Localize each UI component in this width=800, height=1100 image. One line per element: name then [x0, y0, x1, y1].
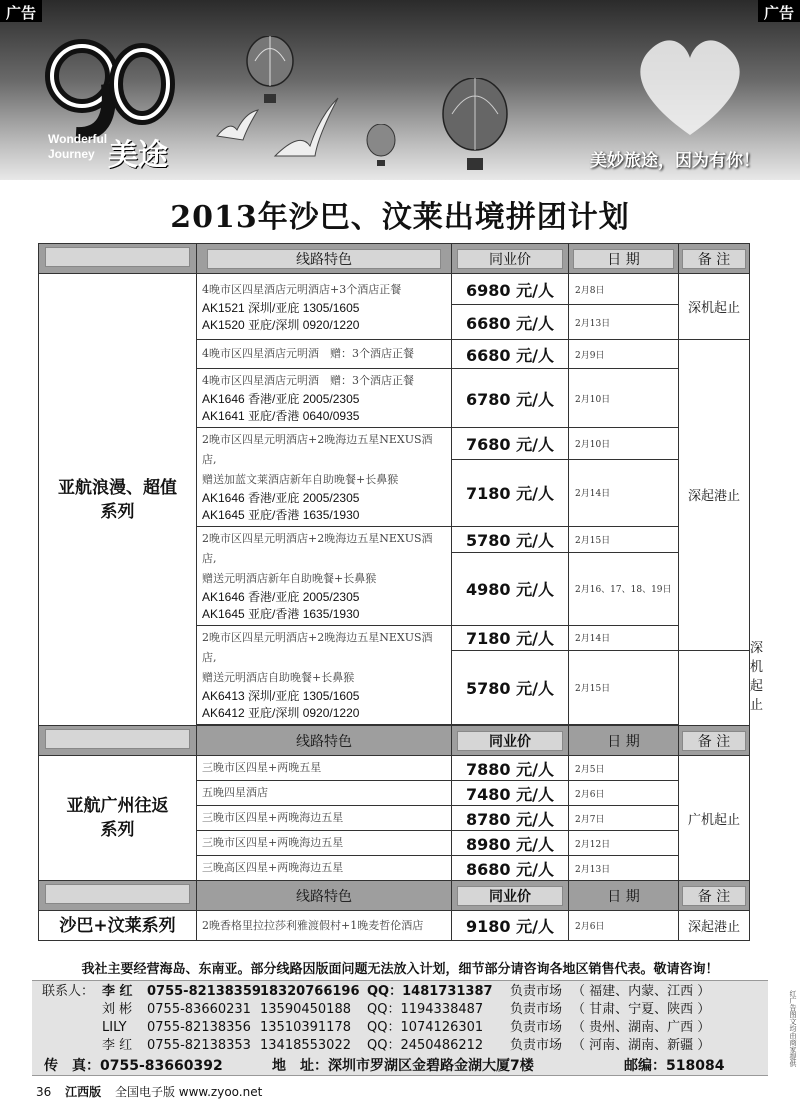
price-cell: 6780 元/人 [452, 369, 569, 428]
contact-name: 李 红 [102, 984, 133, 999]
header-route: 线路特色 [197, 244, 452, 274]
date-cell: 2月14日 [569, 459, 679, 527]
contact-row [32, 1037, 768, 1055]
contact-qq: QQ：1194338487 [367, 1002, 484, 1017]
note-cell: 广机起止 [679, 756, 750, 881]
bird-icon [215, 108, 260, 143]
tour-plan-table [38, 243, 764, 941]
date-cell: 2月8日 [569, 274, 679, 305]
contact-market: 负责市场 [510, 1020, 563, 1035]
header-blank [39, 244, 197, 274]
series-label: 亚航广州往返 系列 [39, 756, 197, 881]
table-header [39, 244, 750, 274]
price-cell: 7880 元/人 [452, 756, 569, 781]
contact-tel: 0755-82138359 [147, 984, 261, 999]
price-cell: 7180 元/人 [452, 626, 569, 651]
ad-tag-right: 广告 [758, 0, 800, 22]
balloon-icon [365, 124, 397, 168]
header-date: 日 期 [569, 881, 679, 911]
price-cell: 7180 元/人 [452, 459, 569, 527]
contact-region: （ 河南、湖南、新疆 ） [572, 1038, 711, 1053]
page-footer [36, 1083, 272, 1100]
price-cell: 8780 元/人 [452, 806, 569, 831]
date-cell: 2月7日 [569, 806, 679, 831]
edition-label: 江西版 [65, 1085, 102, 1099]
page-number: 36 [36, 1085, 52, 1099]
route-cell: 4晚市区四星酒店元明酒 赠：3个酒店正餐 [197, 340, 452, 369]
contact-region: （ 贵州、湖南、广西 ） [572, 1020, 711, 1035]
route-cell: 三晚市区四星+两晚五星 [197, 756, 452, 781]
balloon-icon [440, 78, 510, 173]
contact-mobile: 13510391178 [260, 1020, 351, 1035]
logo-english: Wonderful Journey [48, 132, 108, 161]
date-cell: 2月15日 [569, 527, 679, 553]
price-cell: 7480 元/人 [452, 781, 569, 806]
contact-qq: QQ：1074126301 [367, 1020, 484, 1035]
ad-banner [0, 0, 800, 180]
contact-mobile: 13590450188 [260, 1002, 351, 1017]
contact-tel: 0755-82138353 [147, 1038, 251, 1053]
contact-market: 负责市场 [510, 984, 563, 999]
contact-name: 李 红 [102, 1038, 133, 1053]
date-cell: 2月13日 [569, 305, 679, 340]
route-cell: 2晚香格里拉拉莎利雅渡假村+1晚麦哲伦酒店 [197, 911, 452, 941]
contact-region: （ 甘肃、宁夏、陕西 ） [572, 1002, 711, 1017]
header-price: 同业价 [452, 726, 569, 756]
contact-box [32, 980, 768, 1076]
contact-name: LILY [102, 1020, 127, 1035]
route-cell: 4晚市区四星酒店元明酒 赠：3个酒店正餐 AK1646 香港/亚庇 2005/2305 AK1641 亚庇/香港 0640/0935 [197, 369, 452, 428]
header-blank [39, 881, 197, 911]
date-cell: 2月9日 [569, 340, 679, 369]
price-cell: 4980 元/人 [452, 552, 569, 625]
route-cell: 三晚市区四星+两晚海边五星 [197, 831, 452, 856]
contact-qq: QQ：2450486212 [367, 1038, 484, 1053]
contact-qq: QQ：1481731387 [367, 984, 493, 999]
date-cell: 2月14日 [569, 626, 679, 651]
fax-number: 传 真：0755-83660392 [44, 1058, 223, 1074]
bird-icon [270, 96, 340, 166]
table-row [39, 756, 750, 781]
route-cell: 2晚市区四星元明酒店+2晚海边五星NEXUS酒店, 赠送加蓝文莱酒店新年自助晚餐+长鼻猴 AK1646 香港/亚庇 2005/2305 AK1645 亚庇/香港 1635/1930 [197, 428, 452, 527]
price-cell: 6680 元/人 [452, 340, 569, 369]
header-note: 备 注 [679, 726, 750, 756]
contact-row [32, 1019, 768, 1037]
price-cell: 5780 元/人 [452, 650, 569, 724]
page-title: 2013年沙巴、汶莱出境拼团计划 [170, 200, 630, 235]
header-date: 日 期 [569, 244, 679, 274]
price-cell: 6680 元/人 [452, 305, 569, 340]
series-label: 亚航浪漫、超值 系列 [39, 274, 197, 726]
contact-market: 负责市场 [510, 1038, 563, 1053]
table-row [39, 274, 750, 305]
header-blank [39, 726, 197, 756]
table-row: 2晚市区四星元明酒店+2晚海边五星NEXUS酒店, 赠送元明酒店自助晚餐+长鼻猴 AK6413 深圳/亚庇 1305/1605 AK6412 亚庇/深圳 0920/1220 7180 元/人 2月14日 深机起止 [39, 626, 750, 651]
table-header [39, 881, 750, 911]
header-price: 同业价 [452, 244, 569, 274]
logo-chinese: 美途 [108, 138, 168, 173]
price-cell: 9180 元/人 [452, 911, 569, 941]
postcode: 邮编：518084 [624, 1058, 725, 1074]
header-price: 同业价 [452, 881, 569, 911]
date-cell: 2月10日 [569, 369, 679, 428]
price-cell: 6980 元/人 [452, 274, 569, 305]
date-cell: 2月10日 [569, 428, 679, 460]
date-cell: 2月5日 [569, 756, 679, 781]
header-route: 线路特色 [197, 881, 452, 911]
table-row [39, 911, 750, 941]
date-cell: 2月15日 [569, 650, 679, 724]
website-link[interactable]: 全国电子版 www.zyoo.net [114, 1085, 263, 1099]
slogan: 美妙旅途，因为有你！ [590, 151, 760, 171]
contact-mobile: 13418553022 [260, 1038, 351, 1053]
price-cell: 8680 元/人 [452, 856, 569, 881]
series-label: 沙巴+汶莱系列 [39, 911, 197, 941]
header-note: 备 注 [679, 244, 750, 274]
header-date: 日 期 [569, 726, 679, 756]
contact-tel: 0755-82138356 [147, 1020, 251, 1035]
contact-row [32, 1001, 768, 1019]
heart-icon [630, 30, 750, 140]
route-cell: 2晚市区四星元明酒店+2晚海边五星NEXUS酒店, 赠送元明酒店新年自助晚餐+长鼻猴 AK1646 香港/亚庇 2005/2305 AK1645 亚庇/香港 1635/1930 [197, 527, 452, 626]
route-cell: 五晚四星酒店 [197, 781, 452, 806]
price-cell: 7680 元/人 [452, 428, 569, 460]
price-cell: 5780 元/人 [452, 527, 569, 553]
note-cell: 深机起止 [679, 274, 750, 340]
contact-region: （ 福建、内蒙、江西 ） [572, 984, 711, 999]
date-cell: 2月6日 [569, 781, 679, 806]
contact-label: 联系人： [42, 984, 95, 999]
date-cell: 2月12日 [569, 831, 679, 856]
contact-mobile: 18320766196 [260, 984, 360, 999]
side-note: 红广告图文均由商家提供 [789, 990, 797, 1067]
note-cell: 深起港止 [679, 911, 750, 941]
route-cell: 三晚高区四星+两晚海边五星 [197, 856, 452, 881]
price-cell: 8980 元/人 [452, 831, 569, 856]
date-cell: 2月16、17、18、19日 [569, 552, 679, 625]
contact-row [32, 983, 768, 1001]
ad-tag-left: 广告 [0, 0, 42, 22]
date-cell: 2月6日 [569, 911, 679, 941]
route-cell: 4晚市区四星酒店元明酒店+3个酒店正餐 AK1521 深圳/亚庇 1305/1605 AK1520 亚庇/深圳 0920/1220 [197, 274, 452, 340]
notice-text: 我社主要经营海岛、东南亚。部分线路因版面问题无法放入计划，细节部分请咨询各地区销售代表。敬请咨询！ [81, 962, 719, 977]
note-cell: 深起港止 [679, 340, 750, 651]
contact-name: 刘 彬 [102, 1002, 133, 1017]
route-cell: 2晚市区四星元明酒店+2晚海边五星NEXUS酒店, 赠送元明酒店自助晚餐+长鼻猴 AK6413 深圳/亚庇 1305/1605 AK6412 亚庇/深圳 0920/1220 [197, 626, 452, 725]
header-note: 备 注 [679, 881, 750, 911]
header-route: 线路特色 [197, 726, 452, 756]
contact-tel: 0755-83660231 [147, 1002, 251, 1017]
table-header [39, 726, 750, 756]
route-cell: 三晚市区四星+两晚海边五星 [197, 806, 452, 831]
contact-market: 负责市场 [510, 1002, 563, 1017]
address: 地 址：深圳市罗湖区金碧路金湖大厦7楼 [272, 1058, 534, 1074]
date-cell: 2月13日 [569, 856, 679, 881]
